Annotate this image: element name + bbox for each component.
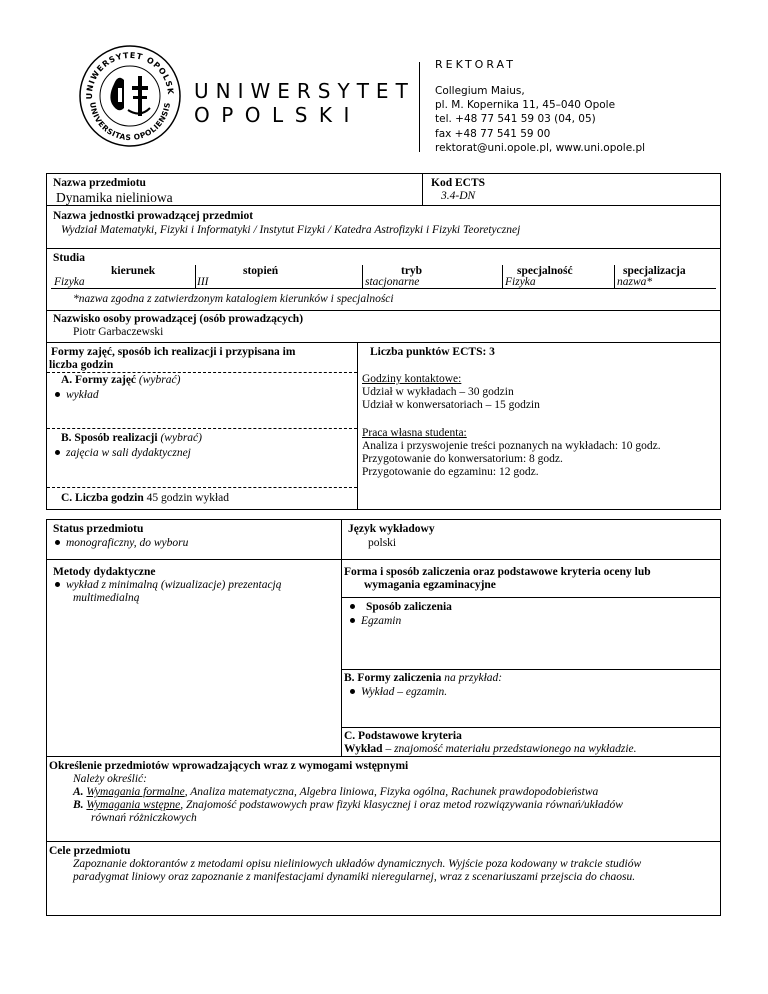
teacher-cell — [46, 310, 721, 343]
university-seal-logo — [78, 44, 182, 148]
forms-a-item-text: wykład — [66, 389, 99, 401]
studies-cell — [46, 248, 721, 311]
studies-header-tryb: tryb — [401, 265, 423, 277]
prerequisites-b-prefix: B. — [73, 799, 87, 811]
address-line: pl. M. Kopernika 11, 45–040 Opole — [435, 99, 616, 112]
assessment-a-label: Sposób zaliczenia — [366, 601, 452, 613]
prerequisites-intro: Należy określić: — [73, 773, 147, 785]
bullet-icon — [55, 392, 60, 397]
forms-b-label: B. Sposób realizacji — [61, 432, 158, 444]
ects-code-label: Kod ECTS — [431, 177, 486, 189]
forms-c-label: C. Liczba godzin — [61, 492, 144, 504]
studies-header-kierunek: kierunek — [111, 265, 156, 277]
address-line: Collegium Maius, — [435, 85, 525, 97]
address-line: tel. +48 77 541 59 03 (04, 05) — [435, 113, 596, 126]
language-cell — [341, 519, 721, 560]
contact-hours-label: Godziny kontaktowe: — [362, 373, 462, 385]
unit-cell — [46, 205, 721, 249]
self-work-item: Analiza i przyswojenie treści poznanych na wykładach: 10 godz. — [362, 440, 661, 452]
forms-b-hint: (wybrać) — [160, 432, 202, 444]
svg-text:UNIVERSITAS OPOLIENSIS: UNIVERSITAS OPOLIENSIS — [87, 101, 173, 143]
status-value-text: monograficzny, do wyboru — [66, 537, 189, 549]
course-name-cell — [46, 173, 423, 206]
university-name-line1: UNIWERSYTET — [194, 79, 415, 103]
forms-label-line2: liczba godzin — [49, 359, 114, 371]
assessment-c-value: – znajomość materiału przedstawionego na wykładzie. — [382, 743, 637, 755]
university-name-line2: OPOLSKI — [194, 103, 361, 127]
forms-b — [61, 432, 202, 445]
studies-value-specjalizacja: nazwa* — [617, 276, 653, 288]
bullet-icon — [350, 689, 355, 694]
svg-text:UNIWERSYTET OPOLSKI: UNIWERSYTET OPOLSK — [84, 50, 176, 100]
status-label: Status przedmiotu — [53, 523, 144, 535]
studies-value-kierunek: Fizyka — [54, 276, 85, 288]
studies-label: Studia — [53, 252, 85, 264]
forms-b-item — [55, 447, 191, 460]
assessment-c-label: C. Podstawowe kryteria — [344, 730, 462, 742]
self-work-item: Przygotowanie do egzaminu: 12 godz. — [362, 466, 539, 478]
goals-line1: Zapoznanie doktorantów z metodami opisu nieliniowych układów dynamicznych. Wyjście poza kodowany w trakcie studiów — [73, 858, 642, 870]
prerequisites-a — [73, 786, 598, 799]
forms-a-hint: (wybrać) — [138, 374, 181, 386]
prerequisites-b-value: , Znajomość podstawowych praw fizyki klasycznej i oraz metod rozwiązywania równań/układów — [180, 799, 623, 811]
forms-cell — [46, 342, 358, 510]
prerequisites-a-value: , Analiza matematyczna, Algebra liniowa, Fizyka ogólna, Rachunek prawdopodobieństwa — [184, 786, 599, 798]
assessment-a-value — [350, 615, 401, 628]
forms-c-value: 45 godzin wykład — [146, 492, 230, 504]
ects-points-label: Liczba punktów ECTS: 3 — [370, 346, 495, 358]
language-label: Język wykładowy — [348, 523, 435, 535]
assessment-c — [344, 743, 637, 756]
teacher-value: Piotr Garbaczewski — [73, 326, 164, 338]
bullet-icon — [350, 604, 355, 609]
methods-value-line1 — [55, 579, 282, 592]
bullet-icon — [350, 618, 355, 623]
prerequisites-a-prefix: A. — [73, 786, 87, 798]
studies-table — [51, 265, 716, 289]
address-line: fax +48 77 541 59 00 — [435, 127, 551, 140]
office-title: REKTORAT — [435, 58, 516, 71]
studies-header-specjalizacja: specjalizacja — [623, 265, 686, 277]
assessment-a — [350, 601, 452, 614]
contact-hours-item: Udział w wykładach – 30 godzin — [362, 386, 514, 398]
unit-label: Nazwa jednostki prowadzącej przedmiot — [53, 210, 254, 222]
forms-c — [61, 492, 229, 505]
ects-points-cell — [357, 342, 721, 510]
status-cell — [46, 519, 342, 560]
prerequisites-cell — [46, 756, 721, 842]
assessment-c-prefix: Wykład — [344, 743, 383, 755]
assessment-a-value-text: Egzamin — [361, 615, 402, 627]
studies-value-stopien: III — [197, 276, 209, 288]
course-name-label: Nazwa przedmiotu — [53, 177, 146, 189]
prerequisites-b-label: Wymagania wstępne — [86, 799, 181, 811]
bullet-icon — [55, 450, 60, 455]
prerequisites-b — [73, 799, 623, 812]
self-work-label: Praca własna studenta: — [362, 427, 467, 439]
goals-line2: paradygmat liniowy oraz zapoznanie z manifestacjami dynamiki nieregularnej, wraz z scenariuszami przejscia do chaosu. — [73, 871, 636, 883]
status-value — [55, 537, 188, 550]
assessment-label-line1: Forma i sposób zaliczenia oraz podstawowe kryteria oceny lub — [344, 566, 651, 578]
header-divider — [419, 62, 420, 152]
studies-header-stopien: stopień — [243, 265, 279, 277]
unit-value: Wydział Matematyki, Fizyki i Informatyki / Instytut Fizyki / Katedra Astrofizyki i Fizyki Teoretycznej — [61, 224, 521, 236]
goals-label: Cele przedmiotu — [49, 845, 131, 857]
ects-code-value: 3.4-DN — [441, 190, 476, 202]
assessment-b — [344, 672, 502, 685]
ects-code-cell — [422, 173, 721, 206]
assessment-label-line2: wymagania egzaminacyjne — [364, 579, 496, 591]
language-value: polski — [368, 537, 397, 549]
studies-value-specjalnosc: Fizyka — [505, 276, 536, 288]
office-address — [435, 84, 645, 155]
teacher-label: Nazwisko osoby prowadzącej (osób prowadzących) — [53, 313, 304, 325]
prerequisites-a-label: Wymagania formalne — [86, 786, 185, 798]
assessment-b-value — [350, 686, 447, 699]
assessment-b-hint: na przykład: — [444, 672, 503, 684]
assessment-b-value-text: Wykład – egzamin. — [361, 686, 448, 698]
methods-cell — [46, 559, 342, 757]
studies-header-specjalnosc: specjalność — [517, 265, 573, 277]
assessment-b-label: B. Formy zaliczenia — [344, 672, 442, 684]
self-work-item: Przygotowanie do konwersatorium: 8 godz. — [362, 453, 563, 465]
prerequisites-b-line2: równań różniczkowych — [91, 812, 197, 824]
address-email-web: rektorat@uni.opole.pl, www.uni.opole.pl — [435, 141, 646, 154]
forms-a-label: A. Formy zajęć — [61, 374, 137, 386]
studies-value-tryb: stacjonarne — [365, 276, 420, 288]
forms-label-line1: Formy zajęć, sposób ich realizacji i przypisana im — [51, 346, 296, 358]
prerequisites-label: Określenie przedmiotów wprowadzających wraz z wymogami wstępnymi — [49, 760, 409, 772]
forms-a — [61, 374, 180, 387]
methods-value-text: wykład z minimalną (wizualizacje) prezentacją — [66, 579, 282, 591]
bullet-icon — [55, 582, 60, 587]
course-name-value: Dynamika nieliniowa — [56, 190, 173, 205]
forms-b-item-text: zajęcia w sali dydaktycznej — [66, 447, 191, 459]
methods-label: Metody dydaktyczne — [53, 566, 156, 578]
assessment-cell — [341, 559, 721, 757]
methods-value-line2: multimedialną — [73, 592, 140, 604]
forms-a-item — [55, 389, 99, 402]
studies-note: *nazwa zgodna z zatwierdzonym katalogiem kierunków i specjalności — [73, 293, 394, 305]
goals-cell — [46, 841, 721, 916]
contact-hours-item: Udział w konwersatoriach – 15 godzin — [362, 399, 540, 411]
bullet-icon — [55, 540, 60, 545]
